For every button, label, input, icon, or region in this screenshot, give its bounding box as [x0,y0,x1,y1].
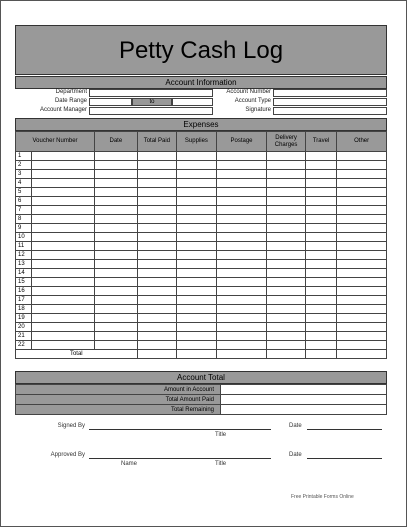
expense-cell[interactable] [305,296,336,305]
expense-cell[interactable] [305,242,336,251]
expense-cell[interactable] [32,323,95,332]
expense-cell[interactable] [305,206,336,215]
total-cell[interactable] [305,350,336,359]
expense-cell[interactable] [216,152,267,161]
expense-cell[interactable] [305,305,336,314]
row-number: 20 [16,323,32,332]
expense-cell[interactable] [267,341,306,350]
expense-cell[interactable] [337,197,387,206]
expense-cell[interactable] [267,152,306,161]
total-remaining-label: Total Remaining [16,405,221,415]
table-row [16,332,387,341]
expense-cell[interactable] [267,224,306,233]
expense-cell[interactable] [267,296,306,305]
expense-cell[interactable] [267,269,306,278]
expense-cell[interactable] [177,296,217,305]
row-number: 9 [16,224,32,233]
expense-cell[interactable] [337,179,387,188]
expense-cell[interactable] [305,233,336,242]
department-label: Department [55,89,87,95]
table-row [16,305,387,314]
expense-cell[interactable] [32,269,95,278]
table-row [16,287,387,296]
expense-cell[interactable] [305,179,336,188]
expense-cell[interactable] [137,278,177,287]
expense-cell[interactable] [337,242,387,251]
row-number: 7 [16,206,32,215]
expense-cell[interactable] [337,152,387,161]
expense-cell[interactable] [337,251,387,260]
expense-cell[interactable] [95,323,138,332]
expense-cell[interactable] [137,305,177,314]
approved-date-label: Date [289,452,302,458]
expense-cell[interactable] [337,296,387,305]
expense-cell[interactable] [32,179,95,188]
expense-cell[interactable] [267,188,306,197]
expense-cell[interactable] [32,188,95,197]
table-row [16,206,387,215]
expense-cell[interactable] [177,287,217,296]
expense-cell[interactable] [216,269,267,278]
expenses-table [15,131,387,359]
expense-cell[interactable] [137,296,177,305]
expense-cell[interactable] [95,269,138,278]
expense-cell[interactable] [267,323,306,332]
table-row [16,161,387,170]
row-number: 3 [16,170,32,179]
expense-cell[interactable] [337,215,387,224]
total-cell[interactable] [137,350,177,359]
expense-cell[interactable] [177,152,217,161]
table-row [16,197,387,206]
table-row [16,152,387,161]
expense-cell[interactable] [267,305,306,314]
expense-cell[interactable] [137,215,177,224]
expense-cell[interactable] [337,260,387,269]
expense-cell[interactable] [177,206,217,215]
expense-cell[interactable] [95,224,138,233]
expense-cell[interactable] [137,332,177,341]
expense-cell[interactable] [337,305,387,314]
table-row [16,314,387,323]
expense-cell[interactable] [95,215,138,224]
expense-cell[interactable] [267,233,306,242]
expense-cell[interactable] [337,269,387,278]
col-postage: Postage [216,132,267,152]
footer-text: Free Printable Forms Online [291,494,354,500]
expense-cell[interactable] [137,161,177,170]
total-cell[interactable] [267,350,306,359]
expense-cell[interactable] [216,278,267,287]
expense-cell[interactable] [95,197,138,206]
expense-cell[interactable] [216,233,267,242]
expense-cell[interactable] [337,314,387,323]
expense-cell[interactable] [216,215,267,224]
expense-cell[interactable] [177,341,217,350]
expense-cell[interactable] [137,170,177,179]
expense-cell[interactable] [216,332,267,341]
expense-cell[interactable] [137,197,177,206]
expense-cell[interactable] [95,188,138,197]
account-total-row [16,405,387,415]
expense-cell[interactable] [305,269,336,278]
expense-cell[interactable] [337,170,387,179]
expense-cell[interactable] [305,287,336,296]
row-number: 19 [16,314,32,323]
expense-cell[interactable] [216,188,267,197]
amount-in-account-label: Amount in Account [16,385,221,395]
expense-cell[interactable] [32,251,95,260]
expense-cell[interactable] [177,224,217,233]
total-amount-paid-field[interactable] [221,395,387,405]
expense-cell[interactable] [267,161,306,170]
department-field[interactable] [89,89,213,97]
expense-cell[interactable] [337,233,387,242]
expense-cell[interactable] [305,278,336,287]
expense-cell[interactable] [177,269,217,278]
row-number: 5 [16,188,32,197]
expense-cell[interactable] [216,305,267,314]
expense-cell[interactable] [267,278,306,287]
expense-cell[interactable] [177,323,217,332]
account-type-label: Account Type [234,98,271,104]
expense-cell[interactable] [177,260,217,269]
total-remaining-field[interactable] [221,405,387,415]
expense-cell[interactable] [95,260,138,269]
expense-cell[interactable] [337,206,387,215]
expense-cell[interactable] [177,197,217,206]
expense-cell[interactable] [95,161,138,170]
expense-cell[interactable] [95,332,138,341]
approved-by-label: Approved By [50,452,85,458]
table-row [16,296,387,305]
table-row [16,170,387,179]
row-number: 10 [16,233,32,242]
expense-cell[interactable] [137,251,177,260]
row-number: 11 [16,242,32,251]
col-date: Date [95,132,138,152]
signed-date-label: Date [289,423,302,429]
expense-cell[interactable] [337,161,387,170]
to-label: to [132,98,172,106]
expense-cell[interactable] [267,287,306,296]
col-delivery-charges: Delivery Charges [267,132,306,152]
table-row [16,260,387,269]
expense-cell[interactable] [95,242,138,251]
account-info-header: Account Information [15,76,387,89]
expense-cell[interactable] [32,224,95,233]
row-number: 14 [16,269,32,278]
table-row [16,224,387,233]
table-row [16,323,387,332]
expense-cell[interactable] [137,224,177,233]
expense-cell[interactable] [177,242,217,251]
expense-cell[interactable] [267,251,306,260]
row-number: 22 [16,341,32,350]
expense-cell[interactable] [95,179,138,188]
expense-cell[interactable] [337,341,387,350]
row-number: 13 [16,260,32,269]
expense-cell[interactable] [32,206,95,215]
expense-cell[interactable] [267,260,306,269]
total-amount-paid-label: Total Amount Paid [16,395,221,405]
expense-cell[interactable] [177,278,217,287]
row-number: 6 [16,197,32,206]
expense-cell[interactable] [216,170,267,179]
row-number: 21 [16,332,32,341]
expense-cell[interactable] [137,260,177,269]
expense-cell[interactable] [137,269,177,278]
expense-cell[interactable] [137,323,177,332]
expense-cell[interactable] [177,179,217,188]
expense-cell[interactable] [95,206,138,215]
expense-cell[interactable] [216,197,267,206]
expense-cell[interactable] [267,332,306,341]
expense-cell[interactable] [216,260,267,269]
expense-cell[interactable] [216,314,267,323]
expense-cell[interactable] [216,206,267,215]
expense-cell[interactable] [305,251,336,260]
row-number: 8 [16,215,32,224]
expense-cell[interactable] [32,341,95,350]
expense-cell[interactable] [337,287,387,296]
expense-cell[interactable] [177,233,217,242]
expense-cell[interactable] [305,170,336,179]
expense-cell[interactable] [32,233,95,242]
expense-cell[interactable] [137,206,177,215]
expense-cell[interactable] [337,332,387,341]
expense-cell[interactable] [305,197,336,206]
expense-cell[interactable] [177,170,217,179]
expense-cell[interactable] [32,152,95,161]
row-number: 15 [16,278,32,287]
approved-name-label: Name [121,461,138,467]
row-number: 4 [16,179,32,188]
expense-cell[interactable] [216,179,267,188]
expense-cell[interactable] [305,161,336,170]
expense-cell[interactable] [267,197,306,206]
table-row [16,341,387,350]
table-row [16,242,387,251]
date-range-start-field[interactable] [89,98,132,106]
account-manager-label: Account Manager [39,107,87,113]
expense-cell[interactable] [32,260,95,269]
expense-cell[interactable] [177,215,217,224]
expense-cell[interactable] [95,341,138,350]
signed-by-line[interactable] [89,429,271,430]
table-row [16,179,387,188]
expense-cell[interactable] [137,242,177,251]
approved-title-label: Title [215,461,227,467]
table-row [16,215,387,224]
date-range-label: Date Range [54,98,87,104]
expense-cell[interactable] [137,233,177,242]
expense-cell[interactable] [177,188,217,197]
table-row [16,269,387,278]
expense-cell[interactable] [177,251,217,260]
table-row [16,251,387,260]
signed-by-title-label: Title [215,432,227,438]
expense-cell[interactable] [32,332,95,341]
expense-cell[interactable] [216,287,267,296]
expense-cell[interactable] [177,314,217,323]
expense-cell[interactable] [216,341,267,350]
table-row [16,278,387,287]
row-number: 17 [16,296,32,305]
expense-cell[interactable] [32,296,95,305]
expense-cell[interactable] [267,242,306,251]
account-total-row [16,395,387,405]
expense-cell[interactable] [95,170,138,179]
col-total-paid: Total Paid [137,132,177,152]
approved-date-line[interactable] [307,458,382,459]
expense-cell[interactable] [32,242,95,251]
signed-date-line[interactable] [307,429,382,430]
total-cell[interactable] [337,350,387,359]
expense-cell[interactable] [305,224,336,233]
expense-cell[interactable] [267,206,306,215]
expense-cell[interactable] [216,161,267,170]
total-label: Total [16,350,138,359]
expense-cell[interactable] [216,251,267,260]
expense-cell[interactable] [137,341,177,350]
expense-cell[interactable] [32,314,95,323]
expense-cell[interactable] [177,332,217,341]
row-number: 12 [16,251,32,260]
expense-cell[interactable] [305,215,336,224]
expense-cell[interactable] [95,314,138,323]
expense-cell[interactable] [95,278,138,287]
expense-cell[interactable] [95,305,138,314]
expense-cell[interactable] [305,323,336,332]
expense-cell[interactable] [305,341,336,350]
expense-cell[interactable] [305,188,336,197]
expense-cell[interactable] [32,278,95,287]
expense-cell[interactable] [137,179,177,188]
expenses-header: Expenses [15,118,387,131]
account-total-row [16,385,387,395]
expense-cell[interactable] [32,161,95,170]
col-supplies: Supplies [177,132,217,152]
col-other: Other [337,132,387,152]
expense-cell[interactable] [95,296,138,305]
expense-cell[interactable] [216,323,267,332]
account-number-field[interactable] [273,89,387,97]
expense-cell[interactable] [337,188,387,197]
approved-by-line[interactable] [89,458,271,459]
expense-cell[interactable] [337,323,387,332]
expense-cell[interactable] [32,287,95,296]
col-travel: Travel [305,132,336,152]
account-total-table [15,384,387,415]
expense-cell[interactable] [95,233,138,242]
expense-cell[interactable] [216,224,267,233]
date-range-end-field[interactable] [172,98,213,106]
amount-in-account-field[interactable] [221,385,387,395]
expense-cell[interactable] [137,152,177,161]
expense-cell[interactable] [137,287,177,296]
account-type-field[interactable] [273,98,387,106]
signed-by-label: Signed By [57,423,85,429]
expense-cell[interactable] [337,278,387,287]
expense-cell[interactable] [216,296,267,305]
table-row [16,188,387,197]
total-row [16,350,387,359]
row-number: 16 [16,287,32,296]
account-number-label: Account Number [226,89,271,95]
signature-field[interactable] [273,107,387,115]
expense-cell[interactable] [95,287,138,296]
account-manager-field[interactable] [89,107,213,115]
expense-cell[interactable] [305,314,336,323]
expense-cell[interactable] [267,314,306,323]
total-cell[interactable] [216,350,267,359]
row-number: 18 [16,305,32,314]
expense-cell[interactable] [95,152,138,161]
expense-cell[interactable] [305,260,336,269]
expense-cell[interactable] [305,152,336,161]
page-title: Petty Cash Log [118,37,284,64]
expense-cell[interactable] [267,215,306,224]
expense-cell[interactable] [337,224,387,233]
expense-cell[interactable] [32,305,95,314]
title-bar [15,25,387,75]
expense-cell[interactable] [137,188,177,197]
expense-cell[interactable] [95,251,138,260]
expense-cell[interactable] [137,314,177,323]
expense-cell[interactable] [177,161,217,170]
expense-cell[interactable] [32,215,95,224]
expense-cell[interactable] [267,179,306,188]
expense-cell[interactable] [267,170,306,179]
account-total-header: Account Total [15,371,387,384]
total-cell[interactable] [177,350,217,359]
expense-cell[interactable] [32,197,95,206]
row-number: 2 [16,161,32,170]
expense-cell[interactable] [32,170,95,179]
signature-label: Signature [245,107,271,113]
expense-cell[interactable] [216,242,267,251]
col-voucher-number: Voucher Number [16,132,95,152]
expense-cell[interactable] [177,305,217,314]
row-number: 1 [16,152,32,161]
table-row [16,233,387,242]
expense-cell[interactable] [305,332,336,341]
